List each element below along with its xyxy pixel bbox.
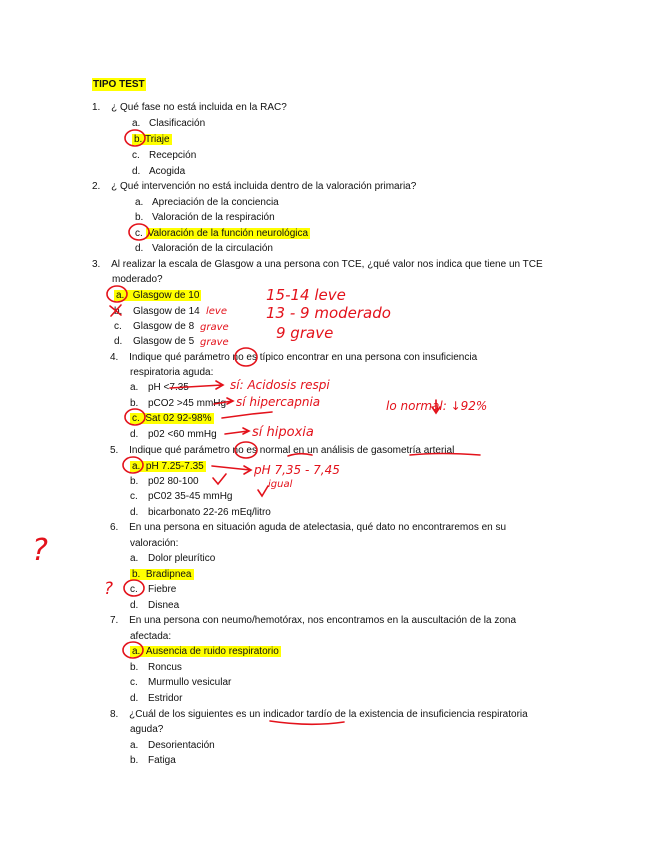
option-selected: c. Sat 02 92-98%: [132, 413, 212, 424]
question-text-cont: aguda?: [130, 724, 164, 735]
page-title: TIPO TEST: [93, 79, 145, 90]
question-text-cont: afectada:: [130, 631, 172, 642]
question-text: Al realizar la escala de Glasgow a una persona con TCE, ¿qué valor nos indica que tiene un TCE: [111, 259, 543, 270]
note-q5-a2: igual: [268, 479, 293, 490]
option-selected: b. Triaje: [134, 134, 170, 145]
option: a. Clasificación: [132, 118, 206, 129]
question-7: [110, 614, 516, 627]
question-text-cont: valoración:: [130, 538, 179, 549]
arrow: [432, 400, 440, 413]
check-mark: [213, 474, 226, 484]
question-number: 2.: [92, 181, 101, 192]
question-number: 3.: [92, 259, 101, 270]
option-selected: a. pH 7.25-7.35: [132, 461, 204, 472]
question-1: [92, 101, 287, 114]
option: a. Desorientación: [130, 740, 215, 751]
option: c. Fiebre: [130, 584, 177, 595]
question-number: 6.: [110, 522, 119, 533]
arrow: [212, 466, 251, 474]
option-selected: c. Valoración de la función neurológica: [135, 228, 309, 239]
option: a. Apreciación de la conciencia: [135, 197, 279, 208]
note-q3-b: leve: [206, 306, 228, 317]
question-text: Indique qué parámetro no es normal en un análisis de gasometría arterial: [129, 445, 455, 456]
note-glasgow-grave: 9 grave: [276, 324, 334, 342]
question-4: [110, 351, 477, 364]
note-q4-b: sí hipercapnia: [236, 395, 321, 409]
question-number: 4.: [110, 352, 119, 363]
option: b. Fatiga: [130, 755, 176, 766]
note-q3-d: grave: [200, 337, 229, 348]
question-text: ¿ Qué intervención no está incluida dentro de la valoración primaria?: [111, 181, 417, 192]
question-text: En una persona con neumo/hemotórax, nos encontramos en la auscultación de la zona: [129, 615, 517, 626]
option: b. Valoración de la respiración: [135, 212, 275, 223]
question-8: [110, 708, 528, 721]
option: d. p02 <60 mmHg: [130, 429, 217, 440]
note-glasgow-moderado: 13 - 9 moderado: [266, 304, 391, 322]
option-selected: a. Glasgow de 10: [116, 290, 200, 301]
option-selected: b. Bradipnea: [132, 569, 192, 580]
question-2: [92, 180, 416, 193]
question-text-cont: moderado?: [112, 274, 163, 285]
option: d. Valoración de la circulación: [135, 243, 273, 254]
question-3: [92, 258, 543, 271]
option: d. Disnea: [130, 600, 180, 611]
note-q4-d: sí hipoxia: [252, 425, 314, 440]
question-5: [110, 444, 454, 457]
arrow: [222, 412, 272, 418]
question-text: ¿Cuál de los siguientes es un indicador tardío de la existencia de insuficiencia respiratoria: [129, 709, 528, 720]
question-text: Indique qué parámetro no es típico encontrar en una persona con insuficiencia: [129, 352, 478, 363]
question-mark: ?: [32, 533, 48, 568]
question-number: 1.: [92, 102, 101, 113]
question-text: ¿ Qué fase no está incluida en la RAC?: [111, 102, 287, 113]
question-6: [110, 521, 506, 534]
check-mark: [258, 486, 268, 496]
question-mark: ?: [104, 579, 114, 599]
question-number: 7.: [110, 615, 119, 626]
question-text: En una persona en situación aguda de atelectasia, qué dato no encontraremos en su: [129, 522, 507, 533]
note-glasgow-leve: 15-14 leve: [266, 286, 346, 304]
question-text-cont: respiratoria aguda:: [130, 367, 214, 378]
option: b. pCO2 >45 mmHg: [130, 398, 227, 409]
option: c. Recepción: [132, 150, 197, 161]
option: d. Estridor: [130, 693, 183, 704]
option: b. Roncus: [130, 662, 182, 673]
option: d. bicarbonato 22-26 mEq/litro: [130, 507, 271, 518]
option: c. Glasgow de 8: [114, 321, 195, 332]
option: d. Acogida: [132, 166, 186, 177]
question-number: 8.: [110, 709, 119, 720]
option: c. Murmullo vesicular: [130, 677, 232, 688]
option: b. p02 80-100: [130, 476, 199, 487]
note-q5-a: pH 7,35 - 7,45: [254, 463, 340, 477]
option: b. Glasgow de 14: [114, 306, 200, 317]
option-selected: a. Ausencia de ruido respiratorio: [132, 646, 279, 657]
question-number: 5.: [110, 445, 119, 456]
note-q3-c: grave: [200, 322, 229, 333]
arrow: [225, 428, 249, 434]
option: c. pC02 35-45 mmHg: [130, 491, 233, 502]
note-q4-c: lo normal: ↓92%: [386, 399, 488, 413]
option: a. Dolor pleurítico: [130, 553, 216, 564]
option: d. Glasgow de 5: [114, 336, 195, 347]
note-q4-a: sí: Acidosis respi: [230, 378, 330, 392]
option: a. pH <7.35: [130, 382, 189, 393]
underline: [270, 721, 344, 724]
